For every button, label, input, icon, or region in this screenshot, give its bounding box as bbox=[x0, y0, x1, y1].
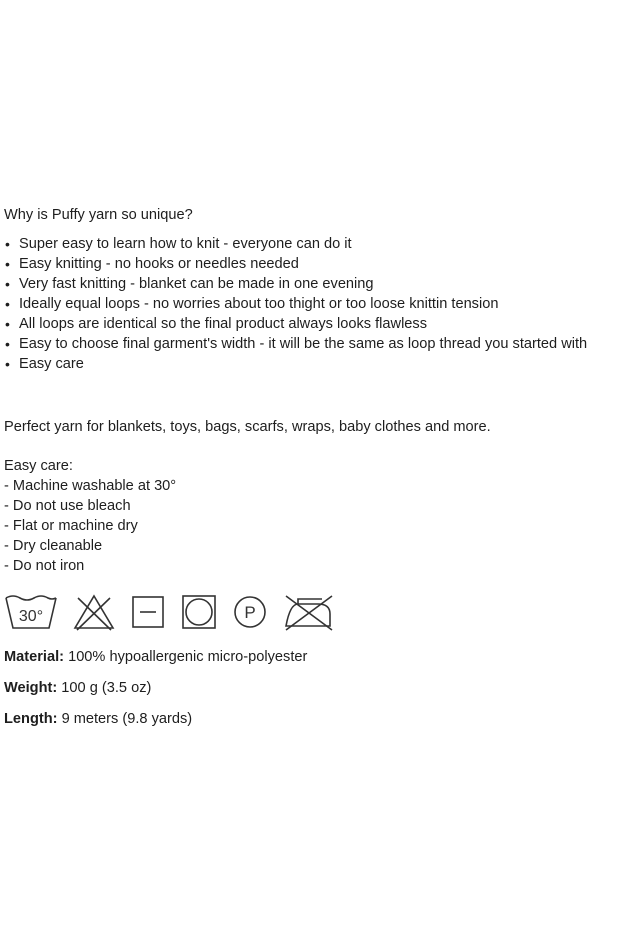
feature-text: All loops are identical so the final product always looks flawless bbox=[19, 316, 428, 332]
spec-value: 100% hypoallergenic micro-polyester bbox=[68, 649, 308, 665]
bullet-icon: • bbox=[5, 316, 10, 332]
spec-label: Length: bbox=[4, 711, 58, 727]
feature-item bbox=[4, 334, 621, 354]
feature-text: Ideally equal loops - no worries about too thight or too loose knittin tension bbox=[19, 296, 499, 312]
spec-value: 100 g (3.5 oz) bbox=[61, 680, 152, 696]
tumble-dry-icon bbox=[180, 592, 218, 632]
bullet-icon: • bbox=[5, 256, 10, 272]
flat-dry-icon bbox=[130, 592, 166, 632]
wash-temp-label: 30° bbox=[18, 608, 44, 625]
product-description bbox=[4, 204, 621, 730]
care-item: - Do not iron bbox=[4, 558, 85, 574]
care-title: Easy care: bbox=[4, 458, 73, 474]
spec-value: 9 meters (9.8 yards) bbox=[61, 711, 193, 727]
care-item: - Machine washable at 30° bbox=[4, 478, 177, 494]
feature-item bbox=[4, 234, 621, 254]
wash-30-icon bbox=[4, 592, 58, 632]
care-item: - Do not use bleach bbox=[4, 498, 131, 514]
bullet-icon: • bbox=[5, 356, 10, 372]
feature-item bbox=[4, 354, 621, 374]
feature-list bbox=[4, 234, 621, 374]
bullet-icon: • bbox=[5, 276, 10, 292]
no-iron-icon bbox=[282, 592, 336, 632]
spec-material bbox=[4, 646, 621, 668]
usage-text: Perfect yarn for blankets, toys, bags, scarfs, wraps, baby clothes and more. bbox=[4, 419, 491, 435]
bullet-icon: • bbox=[5, 296, 10, 312]
care-item: - Dry cleanable bbox=[4, 538, 103, 554]
no-bleach-icon bbox=[72, 592, 116, 632]
dry-clean-p-icon bbox=[232, 592, 268, 632]
feature-text: Easy care bbox=[19, 356, 84, 372]
feature-item bbox=[4, 274, 621, 294]
feature-item bbox=[4, 254, 621, 274]
feature-text: Easy knitting - no hooks or needles needed bbox=[19, 256, 299, 272]
care-item: - Flat or machine dry bbox=[4, 518, 138, 534]
care-list bbox=[4, 476, 621, 576]
bullet-icon: • bbox=[5, 336, 10, 352]
feature-item bbox=[4, 294, 621, 314]
care-symbols bbox=[4, 590, 621, 634]
spec-label: Material: bbox=[4, 649, 65, 665]
intro-heading: Why is Puffy yarn so unique? bbox=[4, 207, 193, 223]
spec-weight bbox=[4, 677, 621, 699]
feature-text: Very fast knitting - blanket can be made in one evening bbox=[19, 276, 374, 292]
bullet-icon: • bbox=[5, 236, 10, 252]
feature-item bbox=[4, 314, 621, 334]
spec-label: Weight: bbox=[4, 680, 58, 696]
feature-text: Easy to choose final garment's width - it will be the same as loop thread you started with bbox=[19, 336, 588, 352]
dry-clean-letter: P bbox=[244, 603, 256, 622]
spec-length bbox=[4, 708, 621, 730]
feature-text: Super easy to learn how to knit - everyone can do it bbox=[19, 236, 352, 252]
